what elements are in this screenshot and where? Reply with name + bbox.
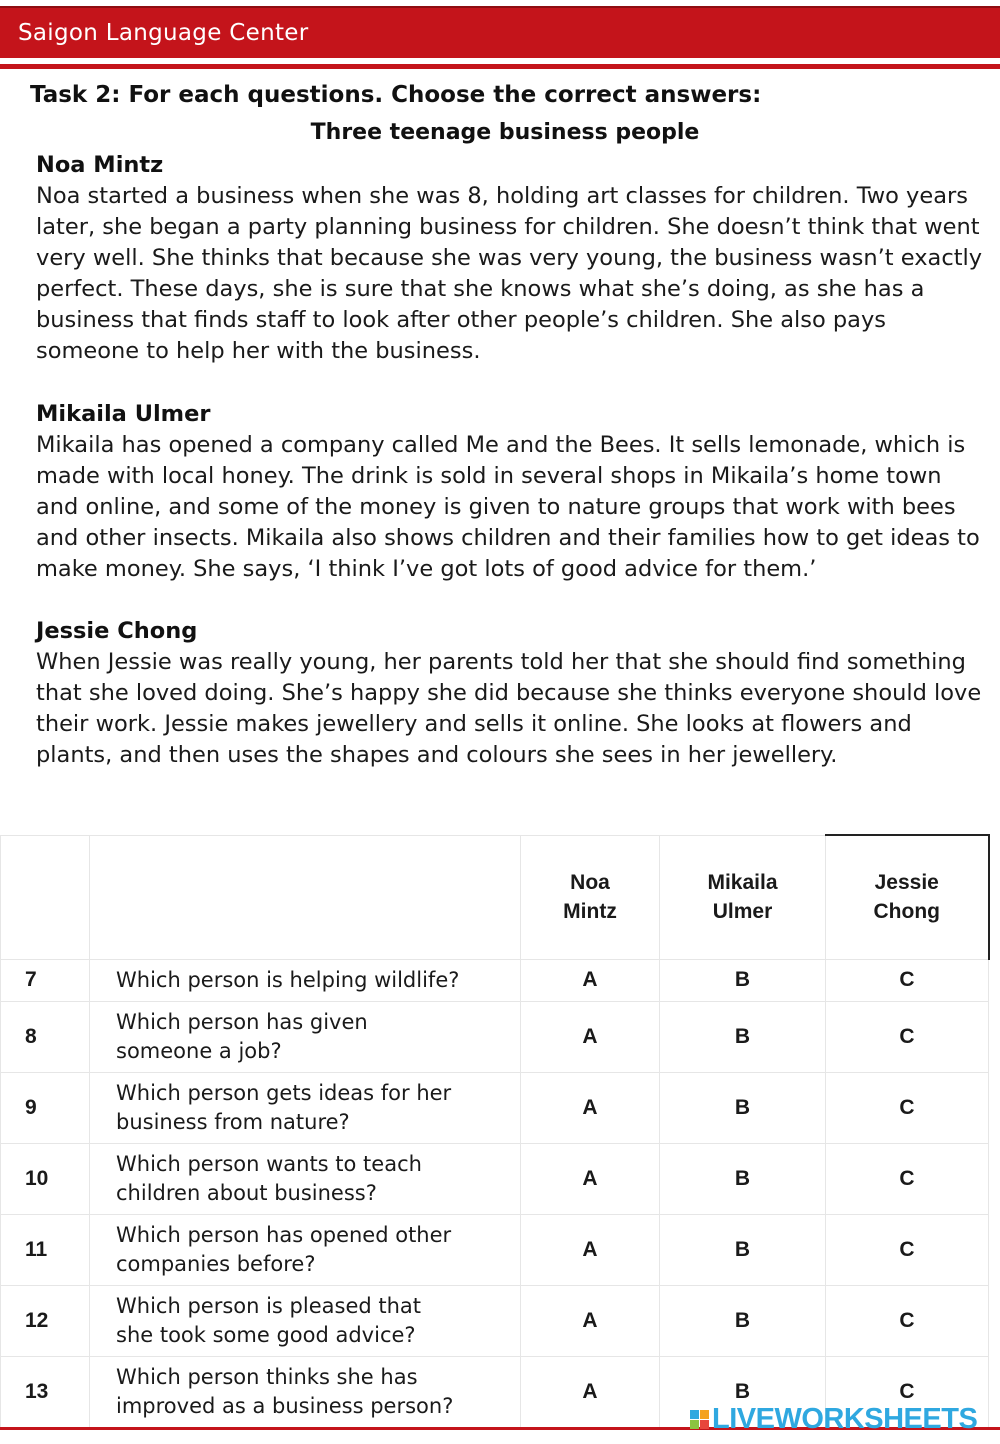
question-table [0,834,990,1428]
question-text: Which person gets ideas for her business from nature? [90,1072,521,1143]
watermark-text: LIVEWORKSHEETS [712,1402,978,1435]
question-number: 13 [1,1356,90,1427]
option-c[interactable]: C [826,1143,989,1214]
header-empty-cell [1,835,90,959]
option-b[interactable]: B [660,1285,826,1356]
table-row [1,1214,989,1285]
option-a[interactable]: A [521,1356,660,1427]
section-mikaila [36,399,986,585]
table-row [1,959,989,1001]
question-number: 8 [1,1001,90,1072]
question-number: 12 [1,1285,90,1356]
option-b[interactable]: B [660,1214,826,1285]
option-a[interactable]: A [521,1285,660,1356]
header-title: Saigon Language Center [18,20,309,46]
header-empty-cell [90,835,521,959]
section-text: Noa started a business when she was 8, holding art classes for children. Two years later, she began a party planning business for children. She doesn’t think that went very well. She thinks that because she was very young, the business wasn’t exactly perfect. These days, she is sure that she knows what she’s doing, as she has a business that finds staff to look after other people’s children. She also pays someone to help her with the business. [36,183,983,364]
table-row [1,1143,989,1214]
table-row [1,1072,989,1143]
option-b[interactable]: B [660,1143,826,1214]
section-jessie [36,616,986,771]
question-text: Which person has opened other companies before? [90,1214,521,1285]
section-noa [36,150,986,367]
reading-title: Three teenage business people [310,120,700,145]
liveworksheets-watermark [690,1404,977,1434]
question-text: Which person thinks she has improved as a business person? [90,1356,521,1427]
header-rule [0,64,1000,69]
section-text: When Jessie was really young, her parents told her that she should find something that she loved doing. She’s happy she did because she thinks everyone should love their work. Jessie makes jewellery and sells it online. She looks at flowers and plants, and then uses the shapes and colours she sees in her jewellery. [36,649,982,768]
header-mikaila-ulmer: Mikaila Ulmer [660,835,826,959]
option-c[interactable]: C [826,1001,989,1072]
table-header-row [1,835,989,959]
option-b[interactable]: B [660,959,826,1001]
question-text: Which person has given someone a job? [90,1001,521,1072]
option-c[interactable]: C [826,959,989,1001]
option-c[interactable]: C [826,1285,989,1356]
option-b[interactable]: B [660,1356,826,1427]
option-c[interactable]: C [826,1214,989,1285]
header-bar [0,6,1000,58]
task-instruction: Task 2: For each questions. Choose the correct answers: [30,82,762,108]
question-number: 11 [1,1214,90,1285]
section-text: Mikaila has opened a company called Me and the Bees. It sells lemonade, which is made with local honey. The drink is sold in several shops in Mikaila’s home town and online, and some of the money is given to nature groups that work with bees and other insects. Mikaila also shows children and their families how to get ideas to make money. She says, ‘I think I’ve got lots of good advice for them.’ [36,432,980,582]
question-number: 10 [1,1143,90,1214]
option-a[interactable]: A [521,959,660,1001]
option-a[interactable]: A [521,1001,660,1072]
section-name: Noa Mintz [36,152,164,178]
option-a[interactable]: A [521,1214,660,1285]
header-noa-mintz: Noa Mintz [521,835,660,959]
question-number: 9 [1,1072,90,1143]
question-text: Which person is pleased that she took some good advice? [90,1285,521,1356]
section-name: Mikaila Ulmer [36,401,211,427]
option-c[interactable]: C [826,1356,989,1427]
question-number: 7 [1,959,90,1001]
section-name: Jessie Chong [36,618,198,644]
option-b[interactable]: B [660,1072,826,1143]
header-jessie-chong: Jessie Chong [826,835,989,959]
liveworksheets-logo-icon [690,1410,709,1429]
table-row [1,1001,989,1072]
table-row [1,1285,989,1356]
question-text: Which person wants to teach children about business? [90,1143,521,1214]
option-a[interactable]: A [521,1143,660,1214]
option-b[interactable]: B [660,1001,826,1072]
option-c[interactable]: C [826,1072,989,1143]
question-text: Which person is helping wildlife? [90,959,521,1001]
option-a[interactable]: A [521,1072,660,1143]
